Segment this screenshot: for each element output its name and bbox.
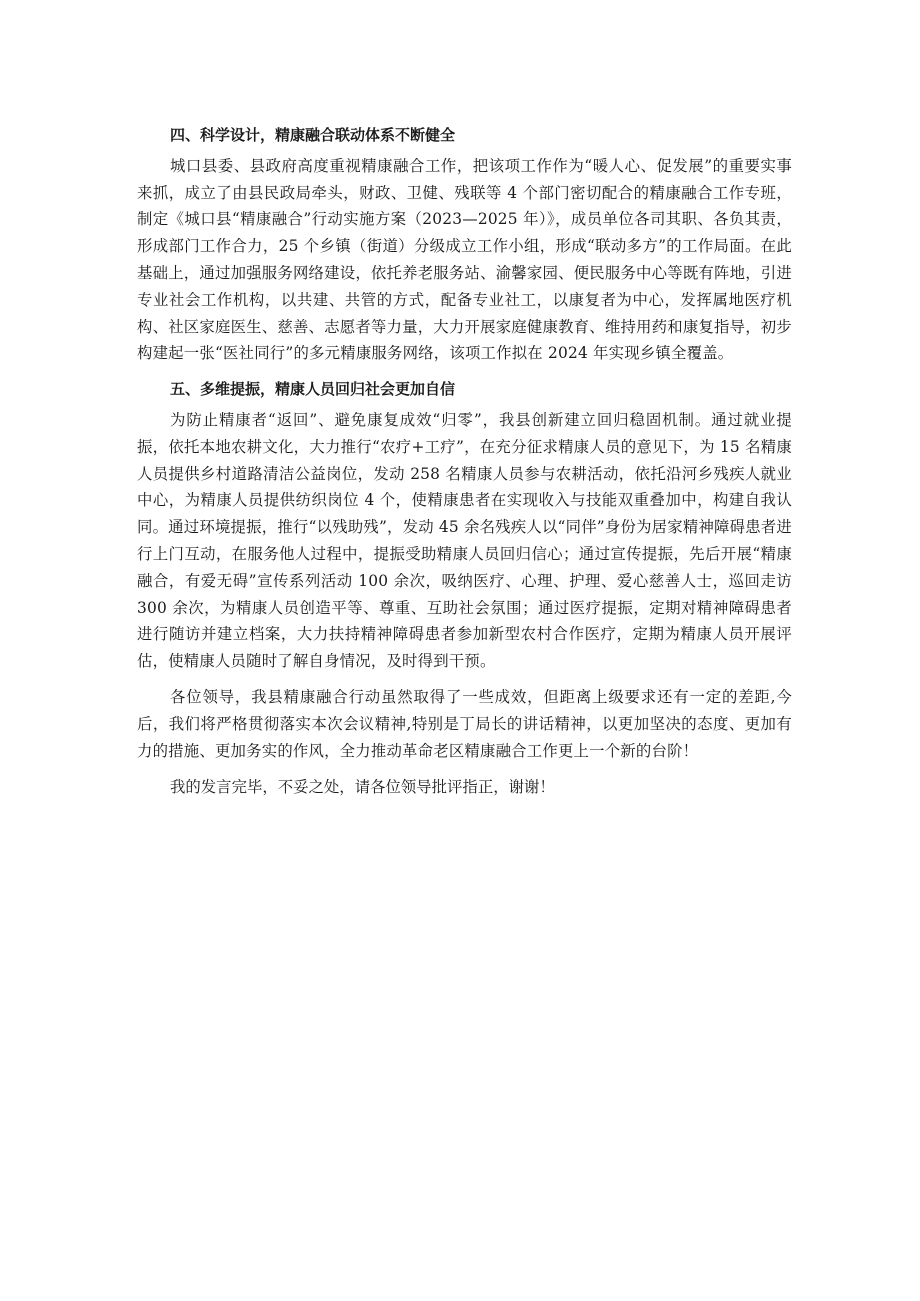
conclusion-paragraph: 各位领导，我县精康融合行动虽然取得了一些成效，但距离上级要求还有一定的差距,今后，我们将严格贯彻落实本次会议精神,特别是丁局长的讲话精神，以更加坚决的态度、更加有力的措施、更加务实的作风，全力推动革命老区精康融合工作更上一个新的台阶！ [137, 687, 792, 760]
section-5-heading: 五、多维提振，精康人员回归社会更加自信 [170, 380, 456, 399]
closing-remark: 我的发言完毕，不妥之处，请各位领导批评指正，谢谢！ [170, 778, 555, 797]
section-5-paragraph: 为防止精康者“返回”、避免康复成效“归零”，我县创新建立回归稳固机制。通过就业提振，依托本地农耕文化，大力推行“农疗+工疗”，在充分征求精康人员的意见下，为 15 名精康人员提供乡村道路清洁公益岗位，发动 258 名精康人员参与农耕活动，依托沿河乡残疾人就业中心，为精康人员提供纺织岗位 4 个，使精康患者在实现收入与技能双重叠加中，构建自我认同。通过环境提振，推行“以残助残”，发动 45 余名残疾人以“同伴”身份为居家精神障碍患者进行上门互动，在服务他人过程中，提振受助精康人员回归信心；通过宣传提振，先后开展“精康融合，有爱无碍”宣传系列活动 100 余次，吸纳医疗、心理、护理、爱心慈善人士，巡回走访 300 余次，为精康人员创造平等、尊重、互助社会氛围；通过医疗提振，定期对精神障碍患者进行随访并建立档案，大力扶持精神障碍患者参加新型农村合作医疗，定期为精康人员开展评估，使精康人员随时了解自身情况，及时得到干预。 [137, 410, 792, 671]
document-page [137, 122, 792, 801]
section-4-heading: 四、科学设计，精康融合联动体系不断健全 [170, 126, 456, 144]
section-4-paragraph: 城口县委、县政府高度重视精康融合工作，把该项工作作为“暖人心、促发展”的重要实事来抓，成立了由县民政局牵头，财政、卫健、残联等 4 个部门密切配合的精康融合工作专班，制定《城口县“精康融合”行动实施方案（2023—2025 年）》，成员单位各司其职、各负其责，形成部门工作合力，25 个乡镇（街道）分级成立工作小组，形成“联动多方”的工作局面。在此基础上，通过加强服务网络建设，依托养老服务站、渝馨家园、便民服务中心等既有阵地，引进专业社会工作机构，以共建、共管的方式，配备专业社工，以康复者为中心，发挥属地医疗机构、社区家庭医生、慈善、志愿者等力量，大力开展家庭健康教育、维持用药和康复指导，初步构建起一张“医社同行”的多元精康服务网络，该项工作拟在 2024 年实现乡镇全覆盖。 [137, 156, 792, 363]
